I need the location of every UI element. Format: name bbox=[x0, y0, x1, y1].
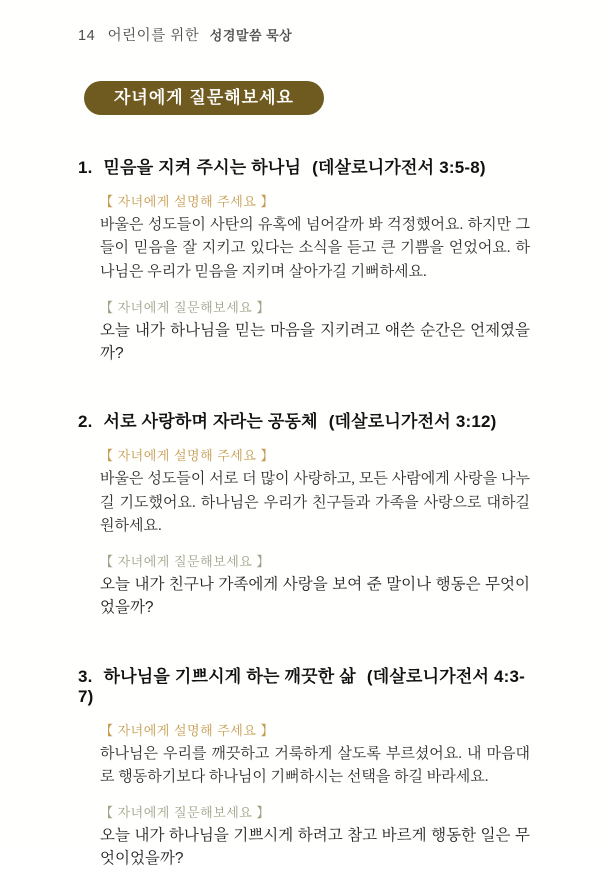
scripture-reference: (데살로니가전서 4:3-7) bbox=[78, 666, 526, 706]
scripture-reference: (데살로니가전서 3:12) bbox=[328, 412, 497, 432]
explain-label: 【 자녀에게 설명해 주세요 】 bbox=[100, 194, 275, 209]
section-heading bbox=[78, 153, 530, 178]
section-heading bbox=[78, 407, 530, 432]
section-number: 2. bbox=[78, 412, 93, 432]
question-label: 【 자녀에게 질문해보세요 】 bbox=[100, 554, 270, 569]
devotion-section-2 bbox=[78, 407, 530, 619]
explanation-text: 바울은 성도들이 서로 더 많이 사랑하고, 모든 사람에게 사랑을 나누길 기도했어요. 하나님은 우리가 친구들과 가족을 사랑으로 대하길 원하세요. bbox=[100, 471, 530, 534]
question-label: 【 자녀에게 질문해보세요 】 bbox=[100, 299, 270, 315]
question-text: 오늘 내가 하나님을 기쁘시게 하려고 참고 바르게 행동한 일은 무엇이었을까? bbox=[100, 827, 530, 868]
section-body bbox=[100, 720, 530, 871]
section-body bbox=[100, 191, 530, 365]
section-badge: 자녀에게 질문해보세요 bbox=[84, 81, 324, 115]
question-text: 오늘 내가 하나님을 믿는 마음을 지키려고 애쓴 순간은 언제였을까? bbox=[100, 321, 530, 362]
scripture-reference: (데살로니가전서 3:5-8) bbox=[312, 158, 486, 177]
question-text: 오늘 내가 친구나 가족에게 사랑을 보여 준 말이나 행동은 무엇이었을까? bbox=[100, 576, 530, 617]
devotion-section-3 bbox=[78, 662, 530, 871]
explain-label: 【 자녀에게 설명해 주세요 】 bbox=[100, 722, 275, 738]
section-heading bbox=[78, 662, 530, 707]
section-title: 서로 사랑하며 자라는 공동체 bbox=[103, 412, 318, 432]
section-number: 3. bbox=[78, 666, 93, 686]
devotion-section-1 bbox=[78, 153, 530, 365]
book-title: 어린이를 위한 bbox=[107, 28, 200, 44]
explanation-text: 바울은 성도들이 사탄의 유혹에 넘어갈까 봐 걱정했어요. 하지만 그들이 믿음을 잘 지키고 있다는 소식을 듣고 큰 기쁨을 얻었어요. 하나님은 우리가 믿음을 지키며 살아가길 기뻐하세요. bbox=[100, 217, 530, 280]
book-subtitle: 성경말씀 묵상 bbox=[209, 28, 293, 43]
explanation-text: 하나님은 우리를 깨끗하고 거룩하게 살도록 부르셨어요. 내 마음대로 행동하기보다 하나님이 기뻐하시는 선택을 하길 바라세요. bbox=[100, 745, 530, 785]
page-number: 14 bbox=[78, 28, 96, 44]
explain-label: 【 자녀에게 설명해 주세요 】 bbox=[100, 448, 275, 464]
section-body bbox=[100, 445, 530, 619]
section-title: 하나님을 기쁘시게 하는 깨끗한 삶 bbox=[103, 666, 356, 686]
running-head bbox=[78, 24, 530, 45]
section-title: 믿음을 지켜 주시는 하나님 bbox=[103, 158, 302, 177]
question-label: 【 자녀에게 질문해보세요 】 bbox=[100, 805, 270, 820]
section-number: 1. bbox=[78, 158, 93, 177]
